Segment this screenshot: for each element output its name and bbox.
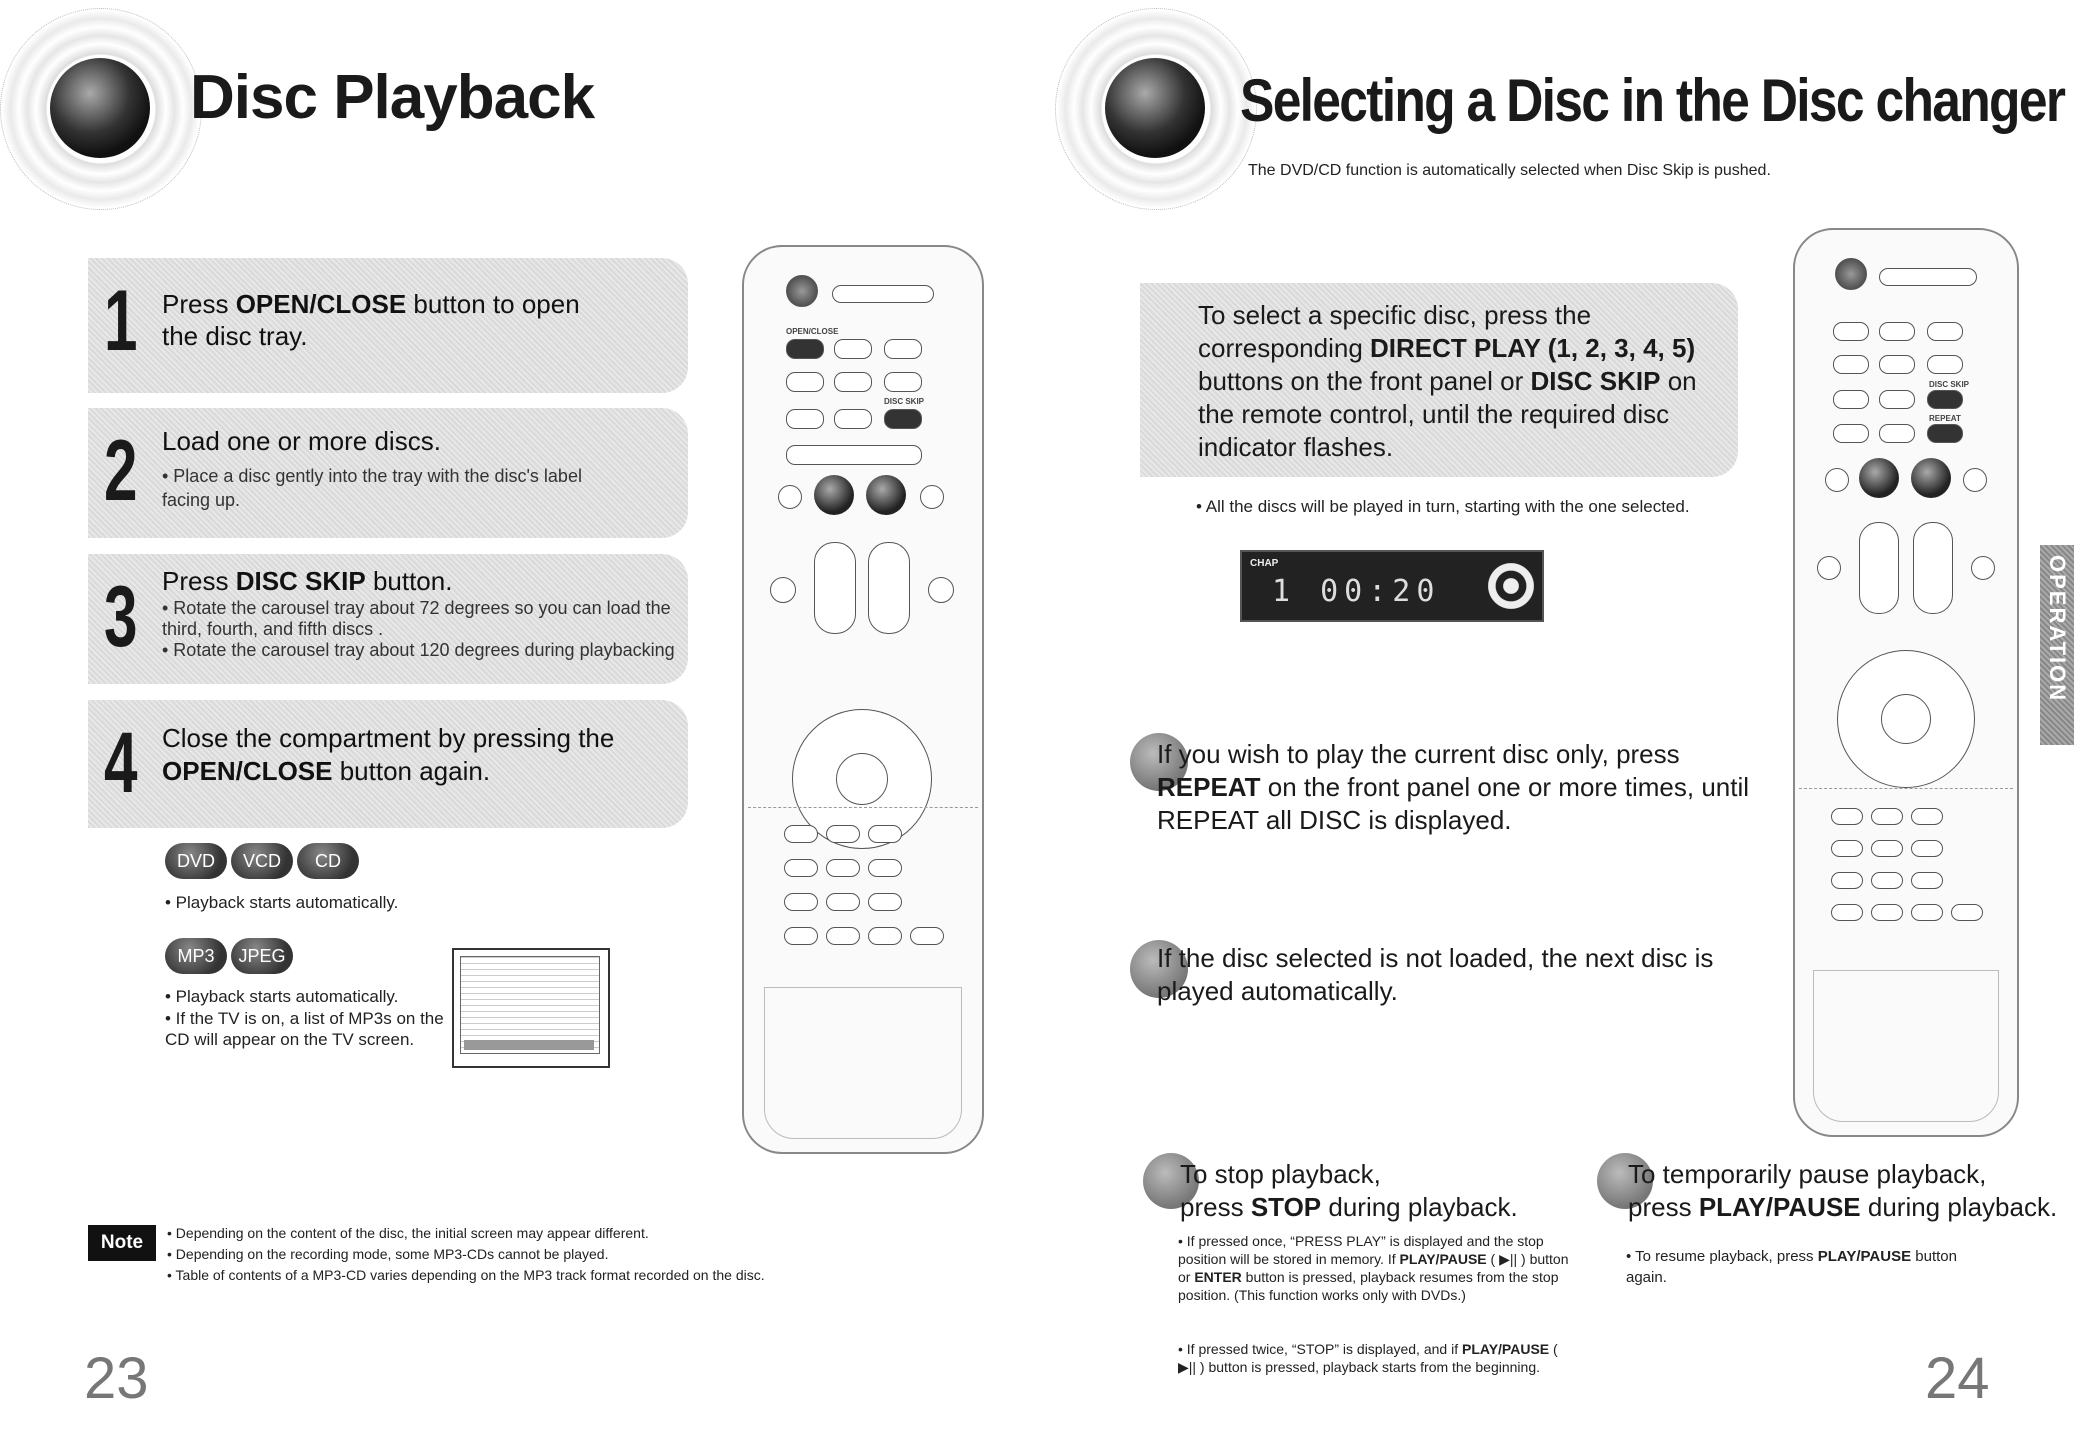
disc-type-badges-mp3-jpeg — [165, 938, 297, 974]
cd-badge: CD — [297, 843, 359, 879]
step-number: 1 — [104, 273, 138, 369]
page-number-left: 23 — [84, 1346, 149, 1411]
tv-dvd-button — [1879, 268, 1977, 286]
power-button-icon — [786, 275, 818, 307]
repeat-label: REPEAT — [1929, 414, 1961, 423]
playback-note: • Playback starts automatically. — [165, 893, 399, 912]
disc-skip-button — [1927, 390, 1963, 409]
step-subtext: • Rotate the carousel tray about 72 degrees so you can load the third, fourth, and fifth discs . — [162, 598, 671, 639]
play-pause-button-icon — [1911, 458, 1951, 498]
step-number: 2 — [104, 423, 138, 519]
open-close-button — [786, 339, 824, 359]
title-bullet-icon — [1105, 58, 1205, 158]
step-text: Close the compartment by pressing the OPEN/CLOSE button again. — [162, 723, 615, 786]
stop-button-icon — [1859, 458, 1899, 498]
note-item: • Depending on the content of the disc, the initial screen may appear different. — [167, 1225, 649, 1241]
display-readout: 1 00:20 — [1272, 574, 1441, 609]
step-subtext: • Place a disc gently into the tray with the disc's label facing up. — [162, 466, 582, 510]
stop-button-icon — [814, 475, 854, 515]
rewind-button-icon — [778, 485, 802, 509]
display-chap-label: CHAP — [1250, 558, 1279, 569]
open-close-label: OPEN/CLOSE — [786, 327, 839, 336]
step-3 — [88, 554, 688, 684]
pause-heading: To temporarily pause playback, press PLAY/PAUSE during playback. — [1628, 1159, 2058, 1222]
step-text: Press DISC SKIP button. — [162, 566, 453, 596]
enter-button-icon — [836, 753, 888, 805]
step-4 — [88, 700, 688, 828]
enter-button-icon — [1881, 694, 1931, 744]
volume-up-down-icon — [1913, 522, 1953, 614]
instruction-box — [1140, 283, 1738, 477]
step-subtext: • Rotate the carousel tray about 120 degrees during playbacking — [162, 640, 675, 660]
remote-control-illustration — [1793, 228, 2019, 1137]
pause-bullet: • To resume playback, press PLAY/PAUSE button again. — [1626, 1248, 1957, 1286]
operation-side-tab: OPERATION — [2040, 545, 2074, 745]
mp3-badge: MP3 — [165, 938, 227, 974]
instruction-bullet: • All the discs will be played in turn, starting with the one selected. — [1196, 497, 1690, 516]
playback-note: • Playback starts automatically. — [165, 987, 399, 1006]
disc-skip-label: DISC SKIP — [1929, 380, 1970, 389]
stop-heading: To stop playback, press STOP during playback. — [1180, 1159, 1518, 1222]
remote-control-illustration — [742, 245, 984, 1154]
tuning-up-down-icon — [1859, 522, 1899, 614]
page-title: Disc Playback — [190, 63, 595, 132]
page-title: Selecting a Disc in the Disc changer — [1240, 67, 2065, 134]
front-panel-display — [1240, 550, 1544, 622]
repeat-paragraph: If you wish to play the current disc only, press REPEAT on the front panel one or more times, until REPEAT all DISC is displayed. — [1157, 739, 1750, 835]
power-button-icon — [1835, 258, 1867, 290]
volume-up-down-icon — [868, 542, 910, 634]
forward-button-icon — [920, 485, 944, 509]
mp3-list-note: • If the TV is on, a list of MP3s on the CD will appear on the TV screen. — [165, 1009, 444, 1049]
play-pause-button-icon — [866, 475, 906, 515]
step-text: Load one or more discs. — [162, 426, 441, 456]
step-2 — [88, 408, 688, 538]
disc-indicator-icon — [1486, 558, 1536, 614]
tv-dvd-button — [832, 285, 934, 303]
tuning-up-down-icon — [814, 542, 856, 634]
stop-bullet-1: • If pressed once, “PRESS PLAY” is displayed and the stop position will be stored in memory. If PLAY/PAUSE ( ▶|| ) button or ENTER button is pressed, playback resumes from the stop position. (This function works only with DVDs.) — [1178, 1233, 1569, 1303]
page-number-right: 24 — [1925, 1346, 1990, 1411]
stop-bullet-2: • If pressed twice, “STOP” is displayed, and if PLAY/PAUSE ( ▶|| ) button is pressed, playback starts from the beginning. — [1178, 1341, 1558, 1375]
vcd-badge: VCD — [231, 843, 293, 879]
step-number: 4 — [104, 715, 138, 811]
note-item: • Depending on the recording mode, some MP3-CDs cannot be played. — [167, 1246, 609, 1262]
instruction-text: To select a specific disc, press the corresponding DIRECT PLAY (1, 2, 3, 4, 5) buttons on the front panel or DISC SKIP on the remote control, until the required disc indicator flashes. — [1198, 300, 1697, 462]
disc-skip-label: DISC SKIP — [884, 397, 925, 406]
disc-type-badges-dvd-vcd-cd — [165, 843, 363, 879]
forward-button-icon — [1963, 468, 1987, 492]
title-bullet-icon — [50, 58, 150, 158]
not-loaded-paragraph: If the disc selected is not loaded, the next disc is played automatically. — [1157, 943, 1714, 1006]
disc-skip-button — [884, 409, 922, 429]
repeat-button — [1927, 424, 1963, 443]
dvd-badge: DVD — [165, 843, 227, 879]
step-text: Press OPEN/CLOSE button to open the disc tray. — [162, 289, 580, 351]
rewind-button-icon — [1825, 468, 1849, 492]
note-item: • Table of contents of a MP3-CD varies depending on the MP3 track format recorded on the disc. — [167, 1267, 765, 1283]
step-1 — [88, 258, 688, 393]
jpeg-badge: JPEG — [231, 938, 293, 974]
note-label: Note — [88, 1225, 156, 1261]
mp3-screen-thumbnail — [452, 948, 610, 1068]
step-number: 3 — [104, 569, 138, 665]
page-subtitle: The DVD/CD function is automatically selected when Disc Skip is pushed. — [1248, 162, 1771, 179]
